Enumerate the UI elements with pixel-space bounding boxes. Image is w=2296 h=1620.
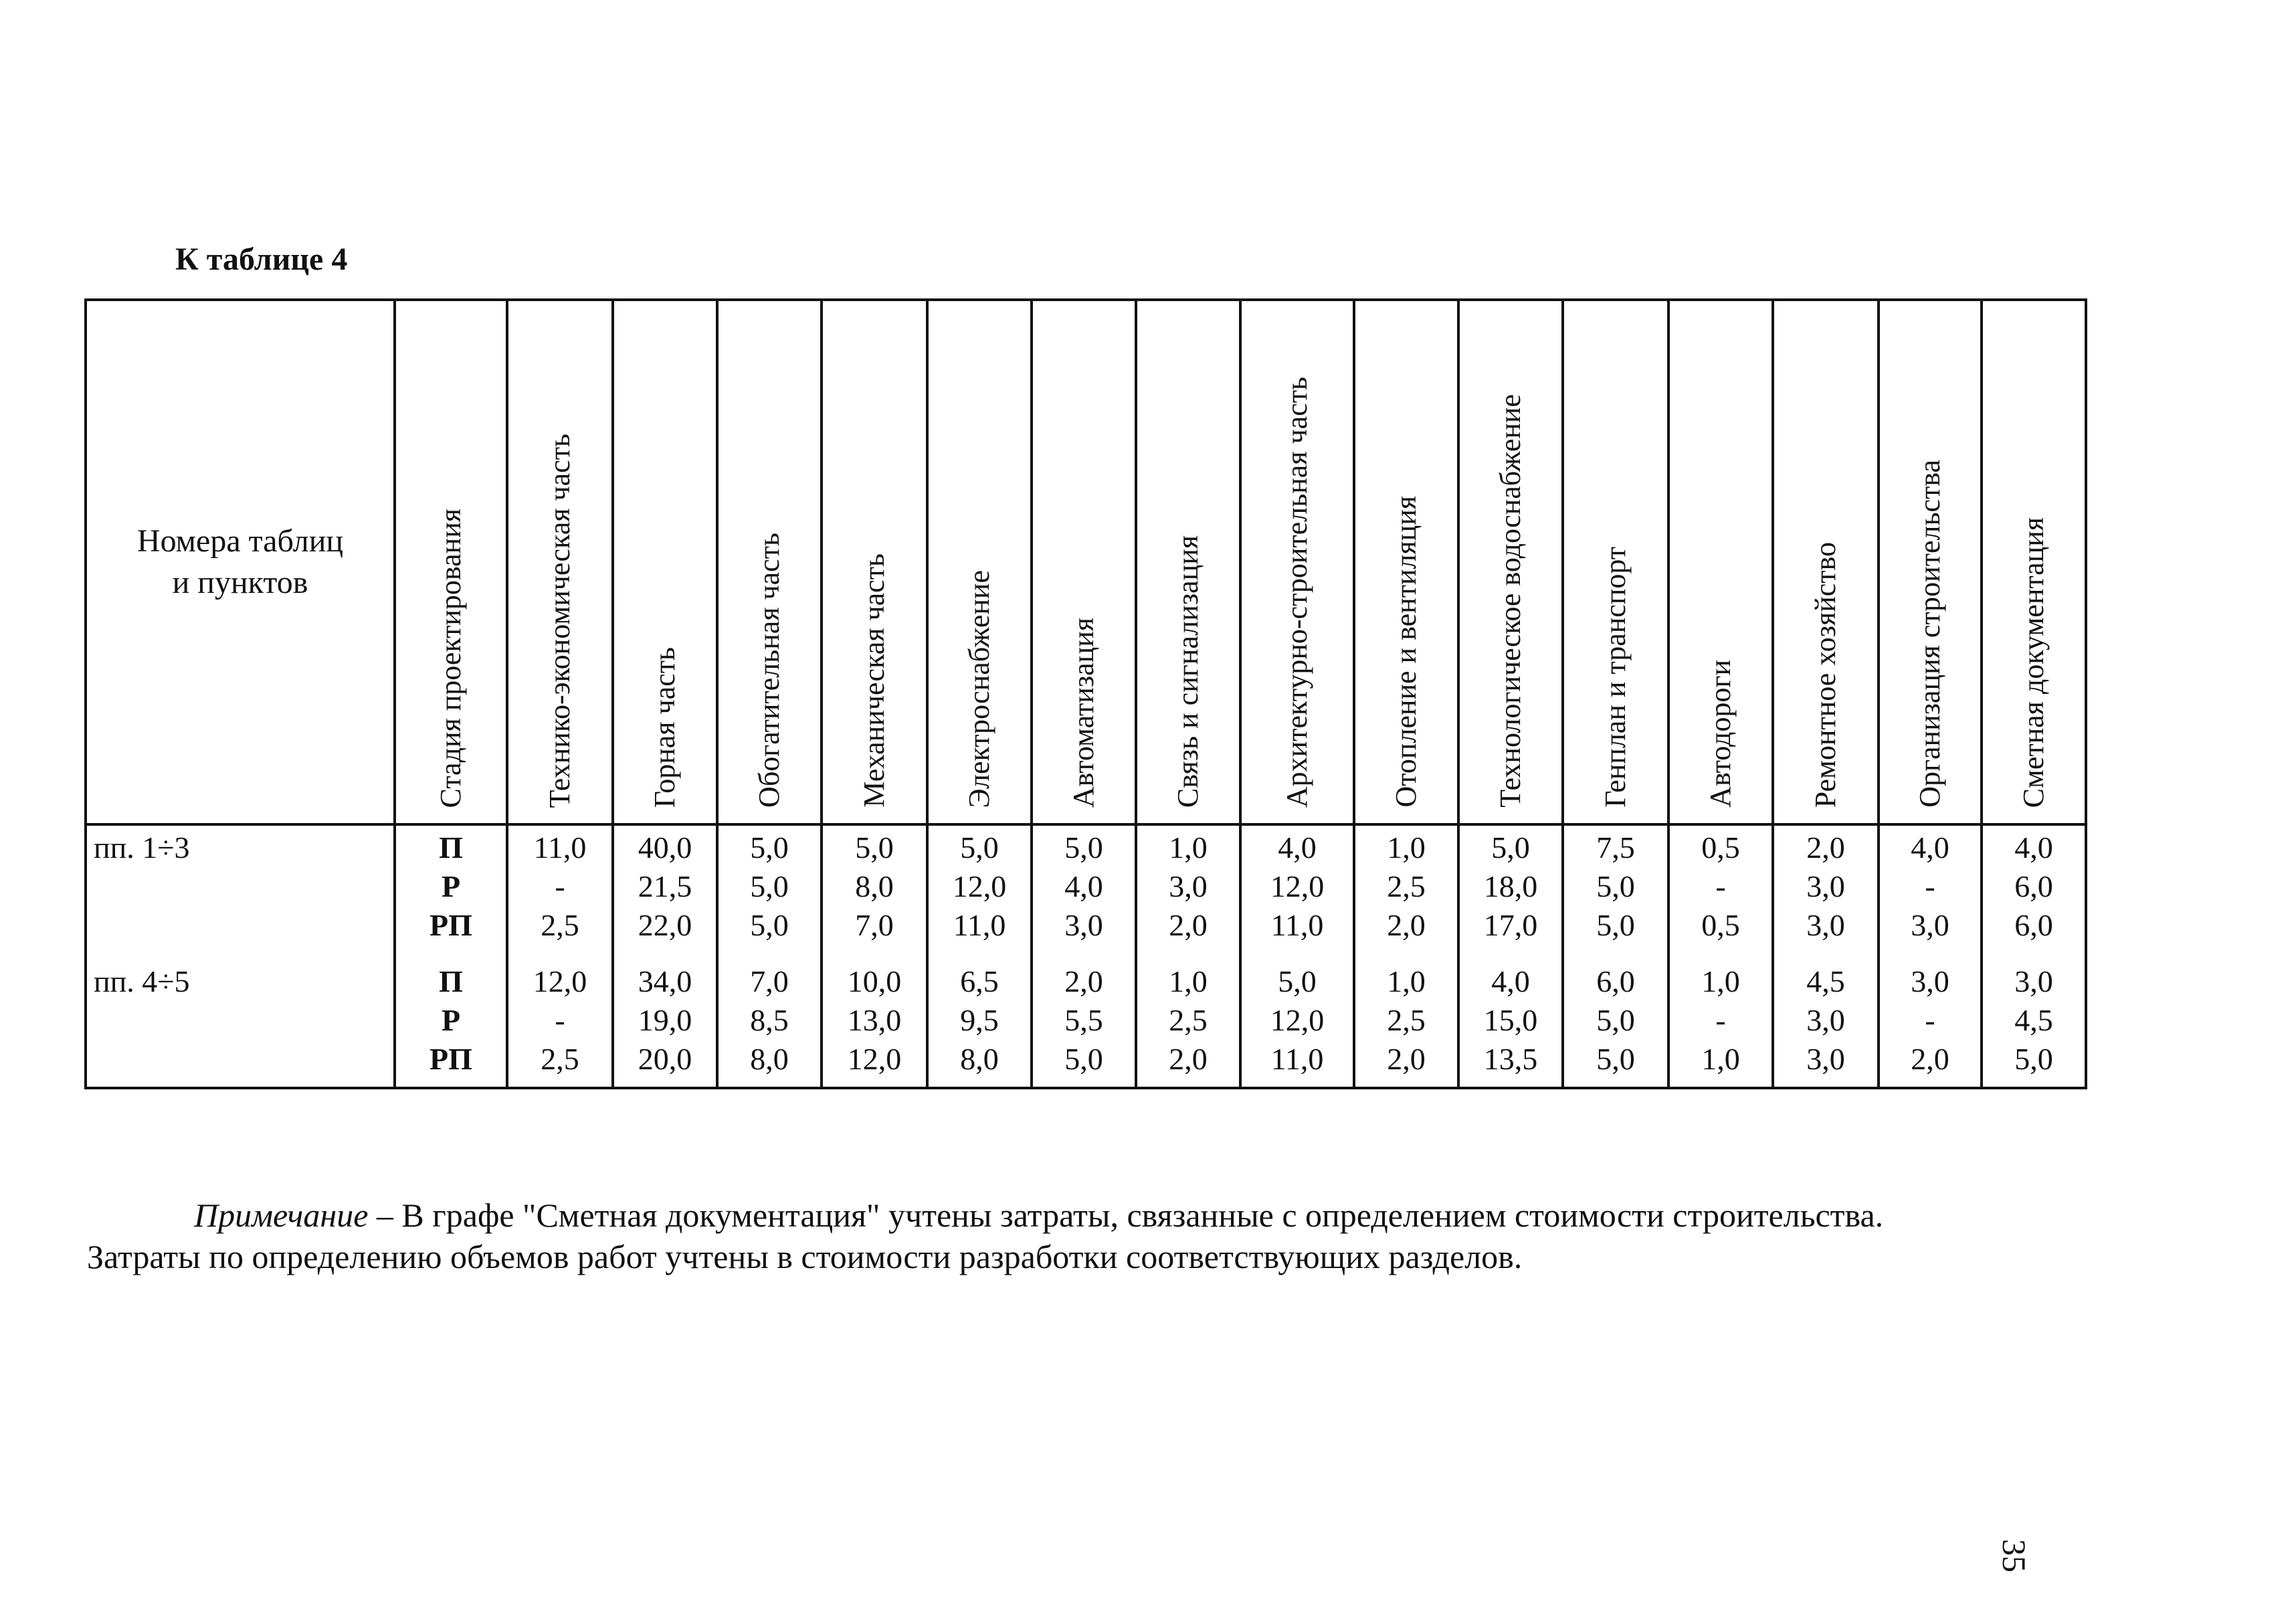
value: 12,0: [952, 869, 1007, 903]
value: 12,0: [1270, 1003, 1325, 1037]
header-column-label: Технологическое водоснабжение: [1494, 394, 1527, 808]
value: 2,0: [1387, 908, 1426, 942]
value-cell: [613, 945, 717, 1088]
value: -: [1925, 1003, 1935, 1037]
cost-distribution-table: [84, 298, 2087, 1089]
value: -: [555, 869, 565, 903]
header-column: [1032, 300, 1136, 824]
value-cell: [1563, 945, 1668, 1088]
value-cell: [927, 824, 1032, 945]
header-column-label: Технико-экономическая часть: [543, 433, 576, 808]
value: 11,0: [533, 830, 587, 865]
value: 5,5: [1064, 1003, 1103, 1037]
stage-value: П: [439, 830, 463, 865]
value-cell: [1982, 824, 2086, 945]
header-corner-line: и пунктов: [172, 565, 308, 600]
header-column-label: Архитектурно-строительная часть: [1280, 376, 1313, 808]
value: 12,0: [1270, 869, 1325, 903]
value: 2,0: [1169, 908, 1208, 942]
table-row-group-1: [86, 824, 2086, 945]
value: 7,0: [855, 908, 894, 942]
value: 1,0: [1169, 964, 1208, 998]
value: 17,0: [1483, 908, 1538, 942]
value: 3,0: [1806, 908, 1845, 942]
value-cell: [1668, 945, 1773, 1088]
value: 11,0: [1270, 1042, 1324, 1076]
value: 12,0: [533, 964, 587, 998]
value: 5,0: [1596, 869, 1635, 903]
value: 2,5: [541, 1042, 579, 1076]
value-cell: [1458, 824, 1563, 945]
value-cell: [1563, 824, 1668, 945]
row-group-label: [86, 945, 395, 1088]
value-cell: [1982, 945, 2086, 1088]
value: 4,0: [1064, 869, 1103, 903]
value-cell: [1354, 824, 1458, 945]
value: 2,0: [1911, 1042, 1949, 1076]
value: 3,0: [1806, 869, 1845, 903]
value: 2,5: [1387, 869, 1426, 903]
value-cell: [1136, 945, 1240, 1088]
table-row-group-2: [86, 945, 2086, 1088]
header-column: [1773, 300, 1879, 824]
value: 34,0: [638, 964, 692, 998]
value: 40,0: [638, 830, 692, 865]
value: 22,0: [638, 908, 692, 942]
header-column-label: Сметная документация: [2017, 517, 2050, 808]
value: 5,0: [750, 830, 789, 865]
header-column-label: Ремонтное хозяйство: [1809, 541, 1842, 808]
header-column: [822, 300, 927, 824]
value-cell: [1240, 945, 1354, 1088]
value: 8,0: [855, 869, 894, 903]
value: -: [1715, 869, 1726, 903]
value: 1,0: [1387, 830, 1426, 865]
header-column-label: Генплан и транспорт: [1599, 547, 1632, 808]
value: 7,0: [750, 964, 789, 998]
value: 1,0: [1701, 964, 1740, 998]
value: 5,0: [1278, 964, 1317, 998]
value-cell: [1879, 824, 1982, 945]
value: 11,0: [953, 908, 1006, 942]
row-group-label-text: пп. 4÷5: [94, 964, 190, 998]
value: -: [555, 1003, 565, 1037]
value: 3,0: [2014, 964, 2053, 998]
value: 21,5: [638, 869, 692, 903]
value: 9,5: [960, 1003, 999, 1037]
value: 3,0: [1169, 869, 1208, 903]
stage-value: Р: [441, 869, 461, 903]
header-column-label: Горная часть: [648, 646, 681, 808]
header-column: [1458, 300, 1563, 824]
value-cell: [1668, 824, 1773, 945]
value: 2,5: [1387, 1003, 1426, 1037]
value: 2,0: [1064, 964, 1103, 998]
header-stage-label: Стадия проектирования: [434, 508, 467, 808]
value: 5,0: [1596, 908, 1635, 942]
value: 3,0: [1064, 908, 1103, 942]
value-cell: [1458, 945, 1563, 1088]
value: 19,0: [638, 1003, 692, 1037]
value: 5,0: [1064, 1042, 1103, 1076]
value: 8,5: [750, 1003, 789, 1037]
header-column-label: Организация строительства: [1913, 460, 1946, 808]
value: 3,0: [1911, 908, 1949, 942]
header-corner-line: Номера таблиц: [136, 523, 344, 559]
value: 4,0: [1278, 830, 1317, 865]
value: 4,0: [1911, 830, 1949, 865]
value: 12,0: [847, 1042, 902, 1076]
value-cell: [1773, 824, 1879, 945]
value-cell: [1032, 824, 1136, 945]
value: 4,5: [1806, 964, 1845, 998]
value-cell: [717, 824, 822, 945]
value-cell: [717, 945, 822, 1088]
header-column: [507, 300, 613, 824]
value: 3,0: [1911, 964, 1949, 998]
value: 5,0: [1596, 1003, 1635, 1037]
value: 13,0: [847, 1003, 902, 1037]
value: 8,0: [750, 1042, 789, 1076]
note-text-1: – В графе "Сметная документация" учтены затраты, связанные с определением стоимости строительства.: [368, 1196, 1884, 1234]
value: 2,0: [1169, 1042, 1208, 1076]
header-column-label: Автодороги: [1704, 660, 1737, 808]
header-column: [1563, 300, 1668, 824]
value: 13,5: [1483, 1042, 1538, 1076]
value-cell: [1136, 824, 1240, 945]
stage-cell: [395, 945, 507, 1088]
value: 5,0: [750, 908, 789, 942]
value: 8,0: [960, 1042, 999, 1076]
stage-cell: [395, 824, 507, 945]
header-column: [1354, 300, 1458, 824]
value: 1,0: [1387, 964, 1426, 998]
stage-value: П: [439, 964, 463, 998]
value: 6,5: [960, 964, 999, 998]
header-stage: [395, 300, 507, 824]
value: 5,0: [750, 869, 789, 903]
value: 5,0: [1596, 1042, 1635, 1076]
header-column: [717, 300, 822, 824]
header-column: [613, 300, 717, 824]
row-group-label-text: пп. 1÷3: [94, 830, 190, 865]
value: -: [1715, 1003, 1726, 1037]
header-row: [86, 300, 2086, 824]
row-group-label: [86, 824, 395, 945]
header-column: [927, 300, 1032, 824]
value: 2,0: [1806, 830, 1845, 865]
value: 5,0: [855, 830, 894, 865]
note-text-2: Затраты по определению объемов работ учтены в стоимости разработки соответствующих разделов.: [87, 1238, 1523, 1275]
header-column: [1879, 300, 1982, 824]
value: 15,0: [1483, 1003, 1538, 1037]
value: 5,0: [960, 830, 999, 865]
value: 3,0: [1806, 1003, 1845, 1037]
value-cell: [822, 945, 927, 1088]
header-column: [1136, 300, 1240, 824]
stage-value: РП: [429, 1042, 472, 1076]
stage-value: Р: [441, 1003, 461, 1037]
value: 1,0: [1701, 1042, 1740, 1076]
value: 5,0: [2014, 1042, 2053, 1076]
value: 6,0: [2014, 869, 2053, 903]
value-cell: [1032, 945, 1136, 1088]
header-column: [1982, 300, 2086, 824]
table-note: [87, 1194, 2094, 1277]
header-corner: [86, 300, 395, 824]
header-column-label: Автоматизация: [1067, 617, 1100, 808]
value: 0,5: [1701, 830, 1740, 865]
value: 6,0: [1596, 964, 1635, 998]
header-column-label: Обогатительная часть: [753, 533, 785, 808]
value: 18,0: [1483, 869, 1538, 903]
value: 20,0: [638, 1042, 692, 1076]
header-column: [1668, 300, 1773, 824]
value: 2,5: [1169, 1003, 1208, 1037]
value: 4,0: [1491, 964, 1530, 998]
value-cell: [507, 945, 613, 1088]
value-cell: [1879, 945, 1982, 1088]
value-cell: [613, 824, 717, 945]
header-column: [1240, 300, 1354, 824]
stage-value: РП: [429, 908, 472, 942]
value-cell: [1240, 824, 1354, 945]
value: 10,0: [847, 964, 902, 998]
value: 0,5: [1701, 908, 1740, 942]
table-caption: К таблице 4: [175, 242, 348, 277]
value: 4,0: [2014, 830, 2053, 865]
header-column-label: Механическая часть: [858, 553, 890, 808]
note-label: Примечание: [194, 1196, 369, 1234]
value-cell: [1354, 945, 1458, 1088]
header-column-label: Электроснабжение: [963, 569, 995, 808]
value: 4,5: [2014, 1003, 2053, 1037]
value-cell: [927, 945, 1032, 1088]
value-cell: [1773, 945, 1879, 1088]
value: 1,0: [1169, 830, 1208, 865]
value-cell: [507, 824, 613, 945]
value: 5,0: [1491, 830, 1530, 865]
page-number: 35: [1996, 1539, 2033, 1572]
value: 6,0: [2014, 908, 2053, 942]
value: 2,5: [541, 908, 579, 942]
value: 2,0: [1387, 1042, 1426, 1076]
value: 5,0: [1064, 830, 1103, 865]
value-cell: [822, 824, 927, 945]
value: 7,5: [1596, 830, 1635, 865]
header-column-label: Связь и сигнализация: [1171, 535, 1204, 808]
value: 11,0: [1270, 908, 1324, 942]
header-column-label: Отопление и вентиляция: [1390, 496, 1422, 808]
value: 3,0: [1806, 1042, 1845, 1076]
value: -: [1925, 869, 1935, 903]
note-line-1: [87, 1194, 2094, 1236]
